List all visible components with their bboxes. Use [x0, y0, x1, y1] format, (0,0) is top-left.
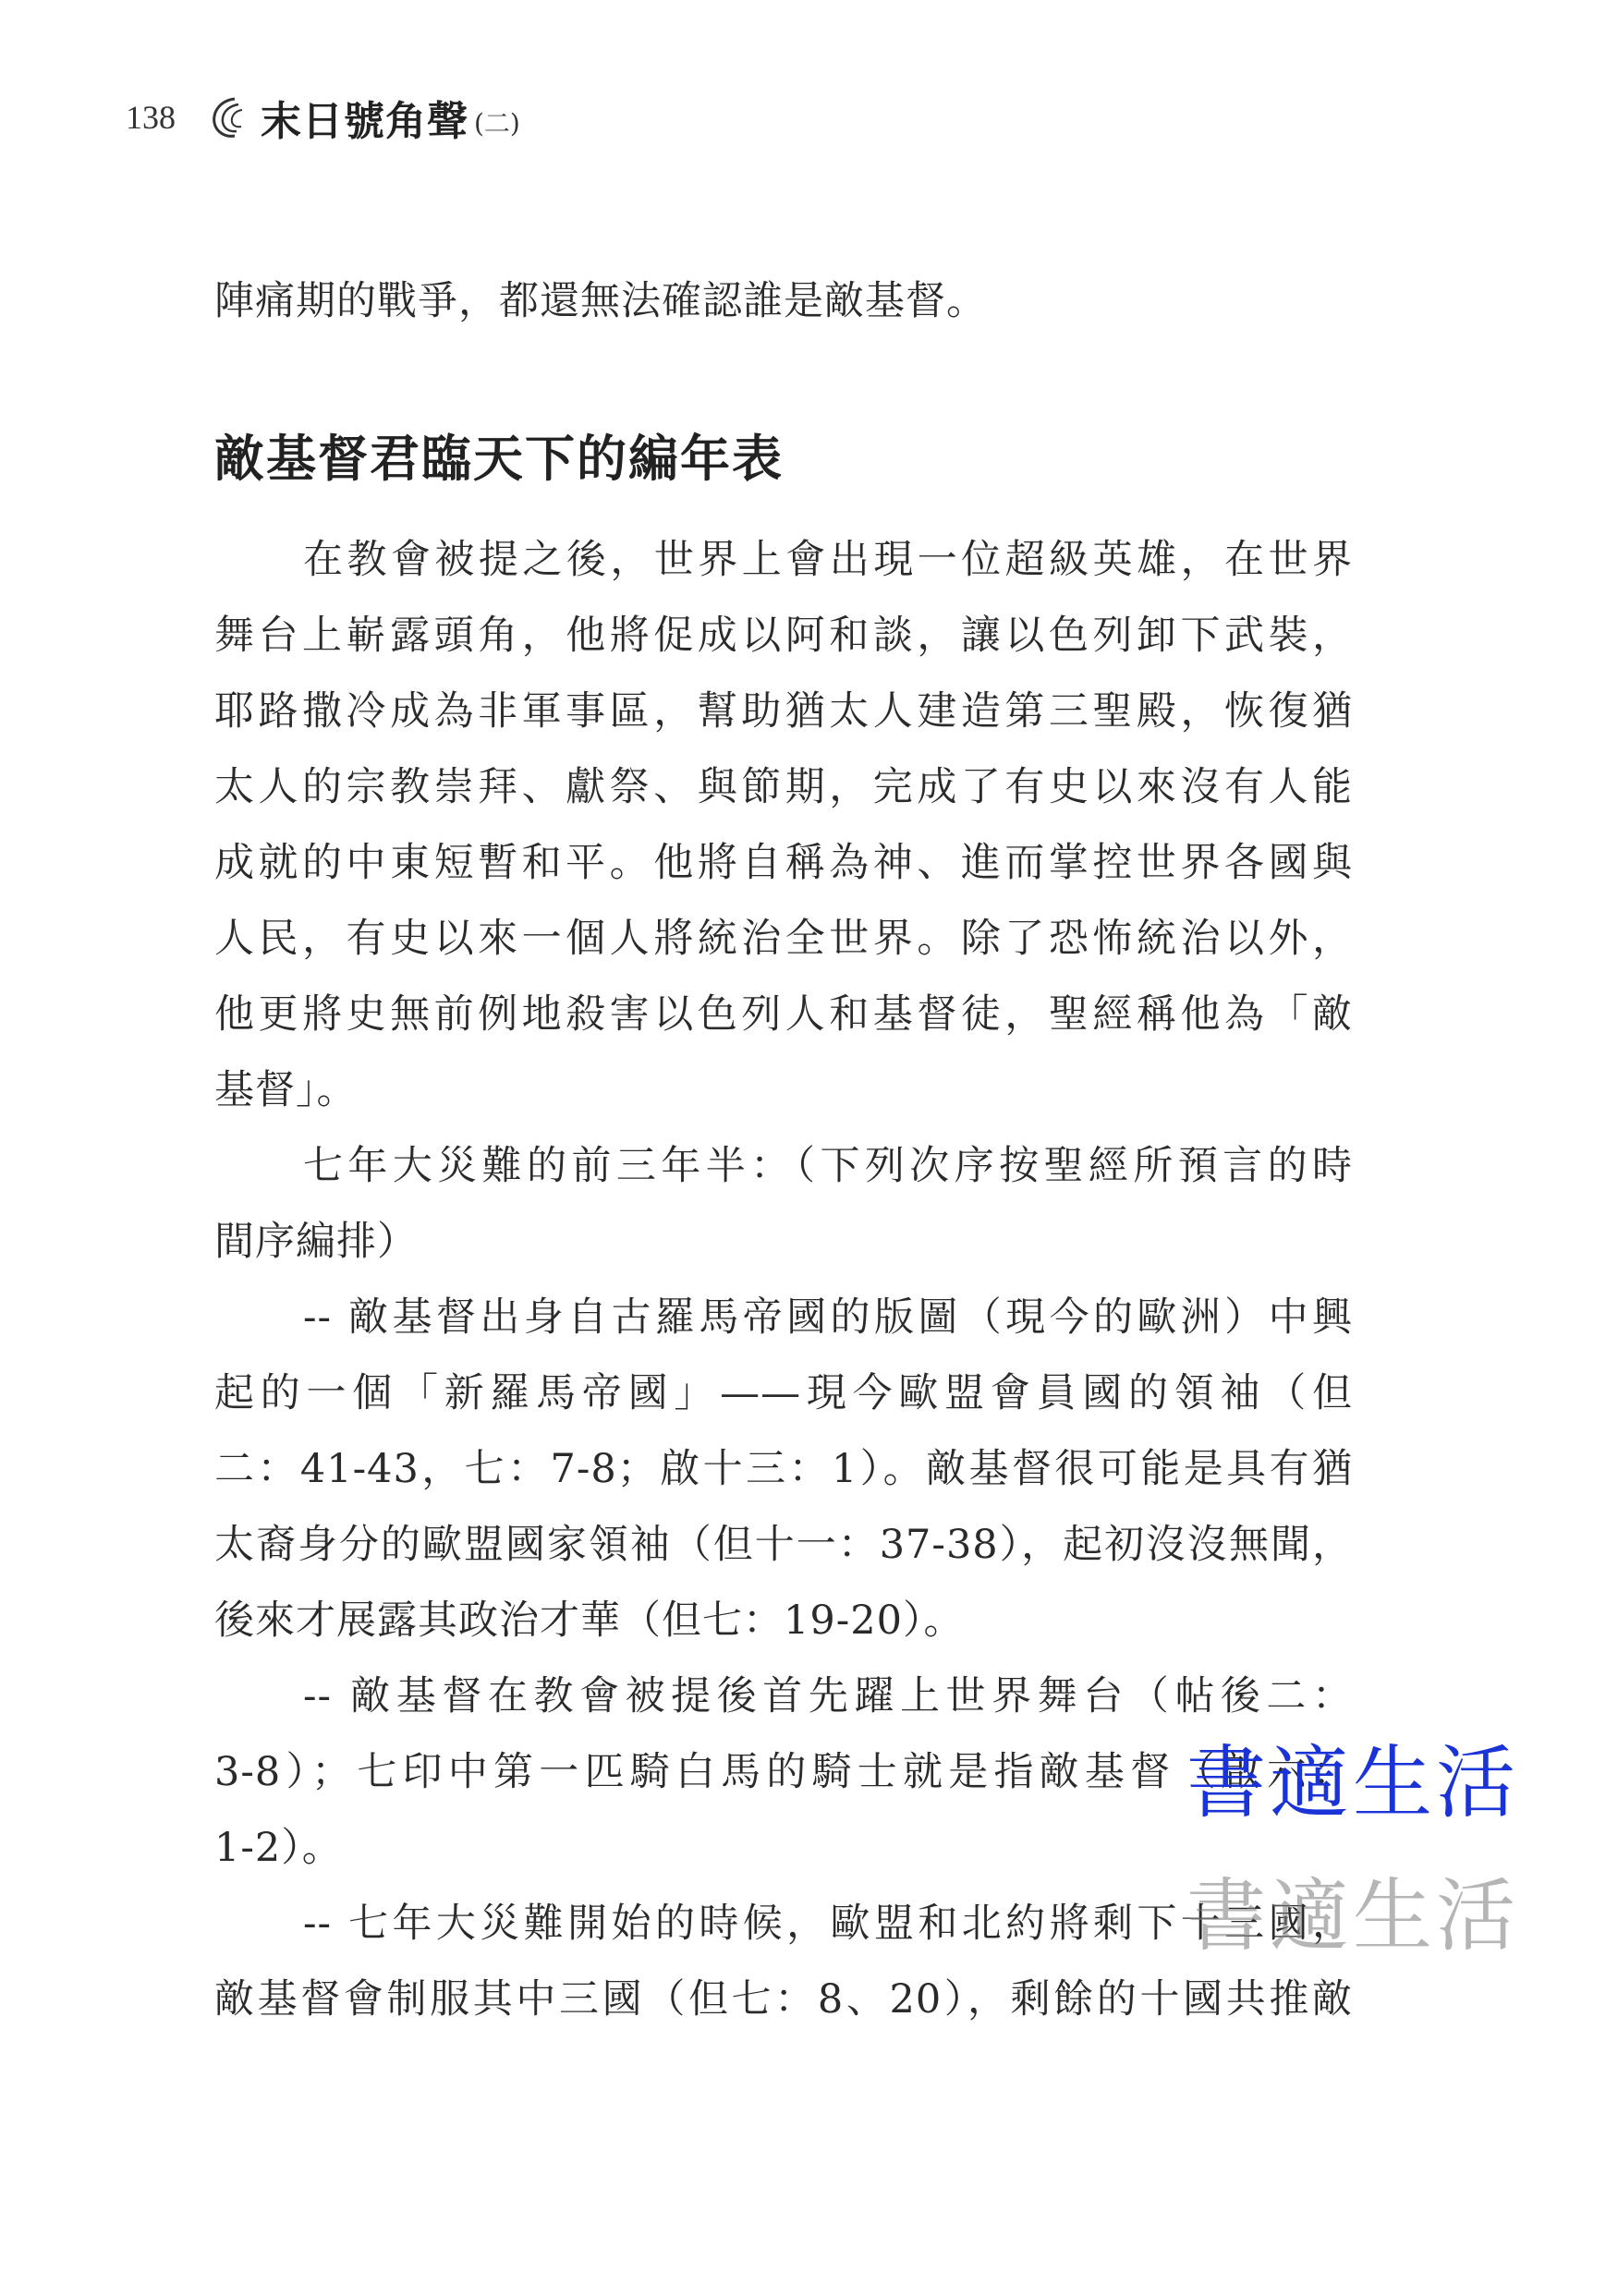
watermark-gray: 書適生活: [1186, 1870, 1519, 1962]
page-number: 138: [126, 99, 176, 136]
timeline-item: -- 七年大災難開始的時候，歐盟和北約將剩下十三國，: [303, 1901, 1353, 1947]
body-line: 太裔身分的歐盟國家領袖（但十一：37-38），起初沒沒無聞，: [214, 1522, 1353, 1568]
body-line: 舞台上嶄露頭角，他將促成以阿和談，讓以色列卸下武裝，: [214, 613, 1353, 659]
body-line: 他更將史無前例地殺害以色列人和基督徒，聖經稱他為「敵: [214, 991, 1353, 1038]
body-line: 成就的中東短暫和平。他將自稱為神、進而掌控世界各國與: [214, 840, 1353, 886]
body-line: 陣痛期的戰爭，都還無法確認誰是敵基督。: [214, 278, 987, 324]
page-body: [214, 263, 1353, 2037]
body-line: 人民，有史以來一個人將統治全世界。除了恐怖統治以外，: [214, 916, 1353, 962]
body-line: 在教會被提之後，世界上會出現一位超級英雄，在世界: [303, 537, 1353, 583]
body-line: 3-8）；七印中第一匹騎白馬的騎士就是指敵基督（啟六：: [214, 1749, 1353, 1795]
body-line: 起的一個「新羅馬帝國」——現今歐盟會員國的領袖（但: [214, 1370, 1353, 1416]
body-line: 七年大災難的前三年半：（下列次序按聖經所預言的時: [303, 1143, 1353, 1189]
body-line: 1-2）。: [214, 1825, 343, 1871]
body-line: 太人的宗教崇拜、獻祭、與節期，完成了有史以來沒有人能: [214, 764, 1353, 810]
body-line: 耶路撒冷成為非軍事區，幫助猶太人建造第三聖殿，恢復猶: [214, 688, 1353, 735]
running-header: [126, 85, 520, 150]
body-line: 二：41-43，七：7-8；啟十三：1）。敵基督很可能是具有猶: [214, 1446, 1353, 1492]
book-title: 末日號角聲: [261, 98, 468, 145]
section-title: 敵基督君臨天下的編年表: [214, 430, 784, 488]
timeline-item: -- 敵基督出身自古羅馬帝國的版圖（現今的歐洲）中興: [303, 1294, 1353, 1341]
body-line: 間序編排）: [214, 1219, 418, 1265]
crescent-swirl-logo-icon: [207, 93, 255, 141]
book-volume: (二): [474, 108, 520, 139]
timeline-item: -- 敵基督在教會被提後首先躍上世界舞台（帖後二：: [303, 1673, 1353, 1719]
body-line: 後來才展露其政治才華（但七：19-20）。: [214, 1597, 965, 1644]
body-line: 基督」。: [214, 1067, 358, 1113]
body-line: 敵基督會制服其中三國（但七：8、20），剩餘的十國共推敵: [214, 1976, 1353, 2023]
watermark-blue: 書適生活: [1186, 1737, 1519, 1829]
